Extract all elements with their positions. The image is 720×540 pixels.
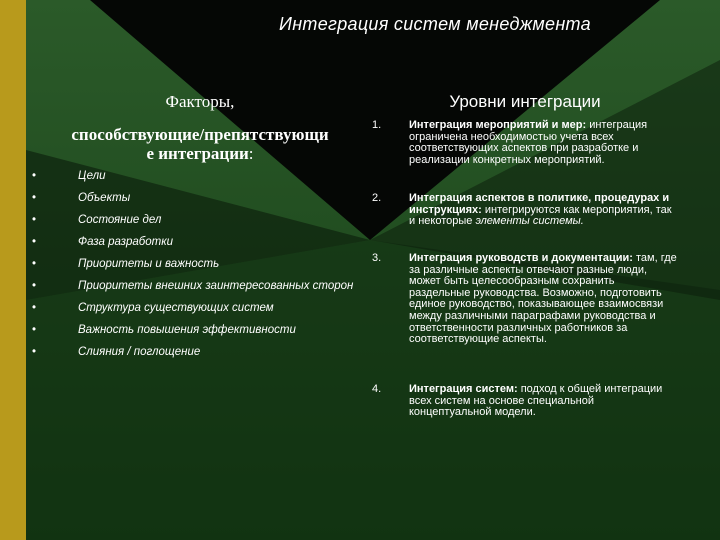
bullet-icon: •: [32, 302, 37, 314]
factors-subheading-line2: е интеграции: [146, 144, 249, 163]
level-number: 1.: [372, 119, 382, 131]
factor-item: • Фаза разработки: [32, 236, 174, 248]
level-number: 3.: [372, 252, 382, 264]
factor-item: • Цели: [32, 170, 106, 182]
factor-item: • Объекты: [32, 192, 131, 204]
bullet-icon: •: [32, 346, 37, 358]
bullet-icon: •: [32, 280, 37, 292]
factors-subheading-colon: :: [248, 144, 254, 163]
level-text: Интеграция мероприятий и мер: интеграция ограничена необходимостью учета всех соответствующих аспектов при разработке и реализации конкретных мероприятий.: [409, 119, 648, 166]
level-number: 2.: [372, 192, 382, 204]
factor-item: • Структура существующих систем: [32, 302, 274, 314]
page-title: Интеграция систем менеджмента: [279, 14, 591, 34]
level-text: Интеграция аспектов в политике, процедурах и инструкциях: интегрируются как мероприятия, так и некоторые элементы системы.: [409, 192, 672, 228]
factor-item: • Важность повышения эффективности: [32, 324, 296, 336]
factor-item: • Состояние дел: [32, 214, 162, 226]
bullet-icon: •: [32, 258, 37, 270]
bullet-icon: •: [32, 236, 37, 248]
bullet-icon: •: [32, 324, 37, 336]
factor-item: • Приоритеты и важность: [32, 258, 220, 270]
factors-list: [32, 170, 362, 359]
factors-subheading: [30, 125, 370, 163]
bullet-icon: •: [32, 214, 37, 226]
factor-item: • Приоритеты внешних заинтересованных сторон: [32, 280, 354, 292]
level-number: 4.: [372, 383, 382, 395]
accent-bar: [0, 0, 26, 540]
factors-subheading-line1: способствующие/препятствующи: [71, 125, 329, 144]
bullet-icon: •: [32, 170, 37, 182]
level-text: Интеграция руководств и документации: там, где за различные аспекты отвечают разные люди, может быть целесообразным сохранить раздельные руководства. Возможно, подготовить единое руководство, показывающее взаимосвязи между различными параграфами руководства и ответственности различных работников за соответствующие аспекты.: [409, 252, 677, 346]
factor-item: • Слияния / поглощение: [32, 346, 201, 358]
level-text: Интеграция систем: подход к общей интеграции всех систем на основе специальной концептуальной модели.: [409, 383, 663, 419]
levels-heading: Уровни интеграции: [449, 92, 601, 111]
bullet-icon: •: [32, 192, 37, 204]
factors-heading: Факторы,: [165, 92, 235, 111]
